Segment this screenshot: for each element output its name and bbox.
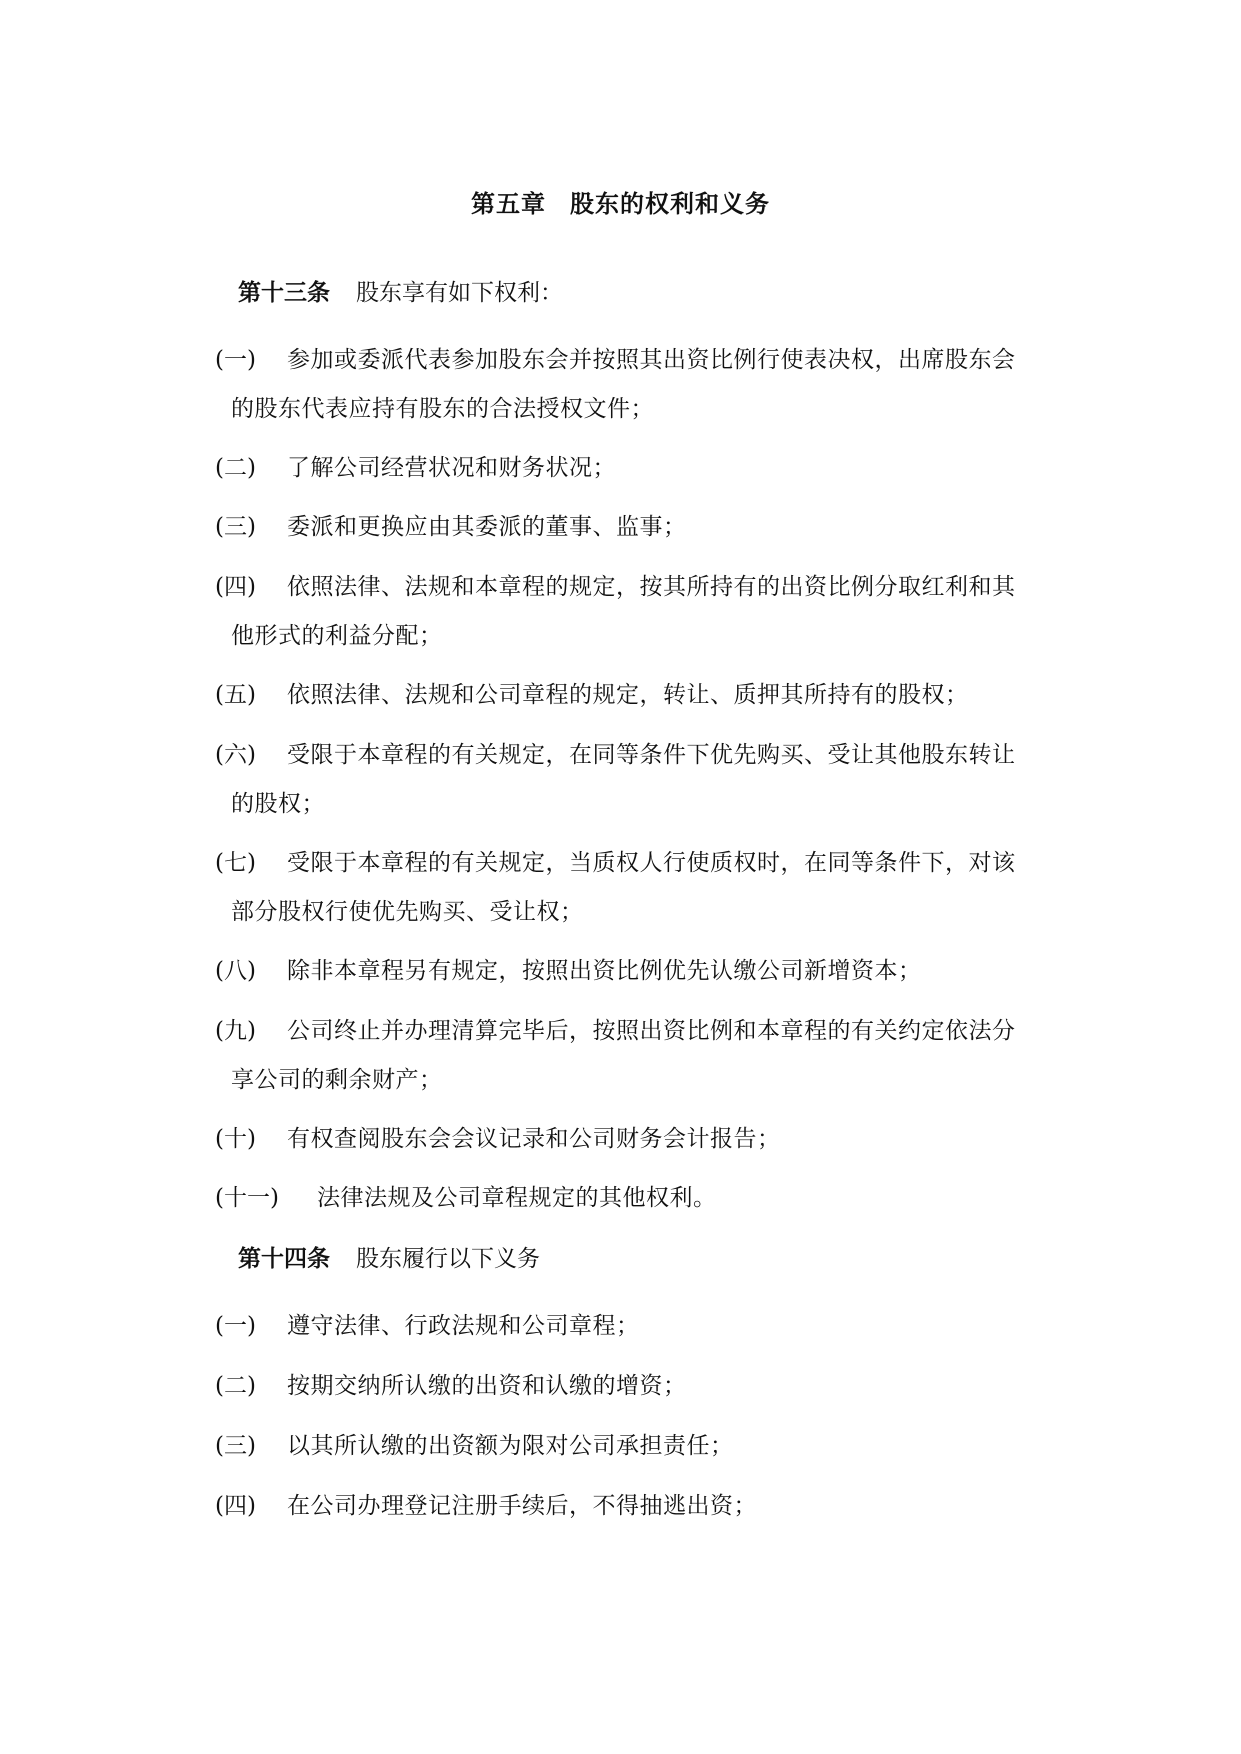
item-number: (五) (215, 682, 256, 708)
item-text: 有权查阅股东会会议记录和公司财务会计报告； (287, 1126, 781, 1152)
item-text: 以其所认缴的出资额为限对公司承担责任； (287, 1433, 734, 1459)
article-number: 第十四条 (238, 1245, 330, 1272)
item-number: (十一) (215, 1185, 279, 1211)
article-text: 股东享有如下权利： (356, 280, 563, 306)
item-text: 受限于本章程的有关规定，当质权人行使质权时，在同等条件下，对该 (287, 850, 1016, 876)
list-item (215, 1302, 1065, 1351)
list-item (215, 1174, 1065, 1223)
list-item (215, 947, 1065, 996)
article-number: 第十三条 (238, 279, 330, 306)
list-item (215, 503, 1065, 552)
item-number: (十) (215, 1126, 256, 1152)
item-text: 依照法律、法规和公司章程的规定，转让、质押其所持有的股权； (287, 682, 969, 708)
item-text-continued: 的股权； (231, 791, 325, 817)
list-item (215, 563, 1065, 661)
list-item (215, 1362, 1065, 1411)
list-item (215, 1422, 1065, 1471)
list-item (215, 731, 1065, 829)
item-number: (九) (215, 1018, 256, 1044)
list-item (215, 1115, 1065, 1164)
article-text: 股东履行以下义务 (356, 1246, 540, 1272)
item-text-continued: 的股东代表应持有股东的合法授权文件； (231, 396, 654, 422)
item-text: 受限于本章程的有关规定，在同等条件下优先购买、受让其他股东转让 (287, 742, 1016, 768)
item-text: 按期交纳所认缴的出资和认缴的增资； (287, 1373, 687, 1399)
item-text-continued: 享公司的剩余财产； (231, 1067, 443, 1093)
item-number: (三) (215, 1433, 256, 1459)
item-text-continued: 他形式的利益分配； (231, 623, 443, 649)
item-number: (一) (215, 1313, 256, 1339)
list-item (215, 671, 1065, 720)
article-13-heading (238, 278, 563, 308)
item-text: 遵守法律、行政法规和公司章程； (287, 1313, 640, 1339)
chapter-title: 股东的权利和义务 (570, 189, 770, 218)
item-text: 参加或委派代表参加股东会并按照其出资比例行使表决权，出席股东会 (287, 347, 1016, 373)
list-item (215, 336, 1065, 434)
item-number: (七) (215, 850, 256, 876)
item-number: (二) (215, 1373, 256, 1399)
list-item (215, 839, 1065, 937)
item-number: (四) (215, 574, 256, 600)
article-14-heading (238, 1244, 540, 1274)
item-number: (四) (215, 1493, 256, 1519)
list-item (215, 444, 1065, 493)
item-text: 除非本章程另有规定，按照出资比例优先认缴公司新增资本； (287, 958, 922, 984)
item-number: (一) (215, 347, 256, 373)
list-item (215, 1482, 1065, 1531)
item-text: 公司终止并办理清算完毕后，按照出资比例和本章程的有关约定依法分 (287, 1018, 1016, 1044)
chapter-heading (0, 184, 1241, 219)
item-number: (三) (215, 514, 256, 540)
item-number: (二) (215, 455, 256, 481)
item-text: 了解公司经营状况和财务状况； (287, 455, 616, 481)
item-text: 法律法规及公司章程规定的其他权利。 (317, 1185, 717, 1211)
item-number: (八) (215, 958, 256, 984)
item-text: 委派和更换应由其委派的董事、监事； (287, 514, 687, 540)
item-number: (六) (215, 742, 256, 768)
item-text: 在公司办理登记注册手续后，不得抽逃出资； (287, 1493, 757, 1519)
item-text-continued: 部分股权行使优先购买、受让权； (231, 899, 584, 925)
item-text: 依照法律、法规和本章程的规定，按其所持有的出资比例分取红利和其 (287, 574, 1016, 600)
chapter-number: 第五章 (471, 189, 546, 218)
list-item (215, 1007, 1065, 1105)
